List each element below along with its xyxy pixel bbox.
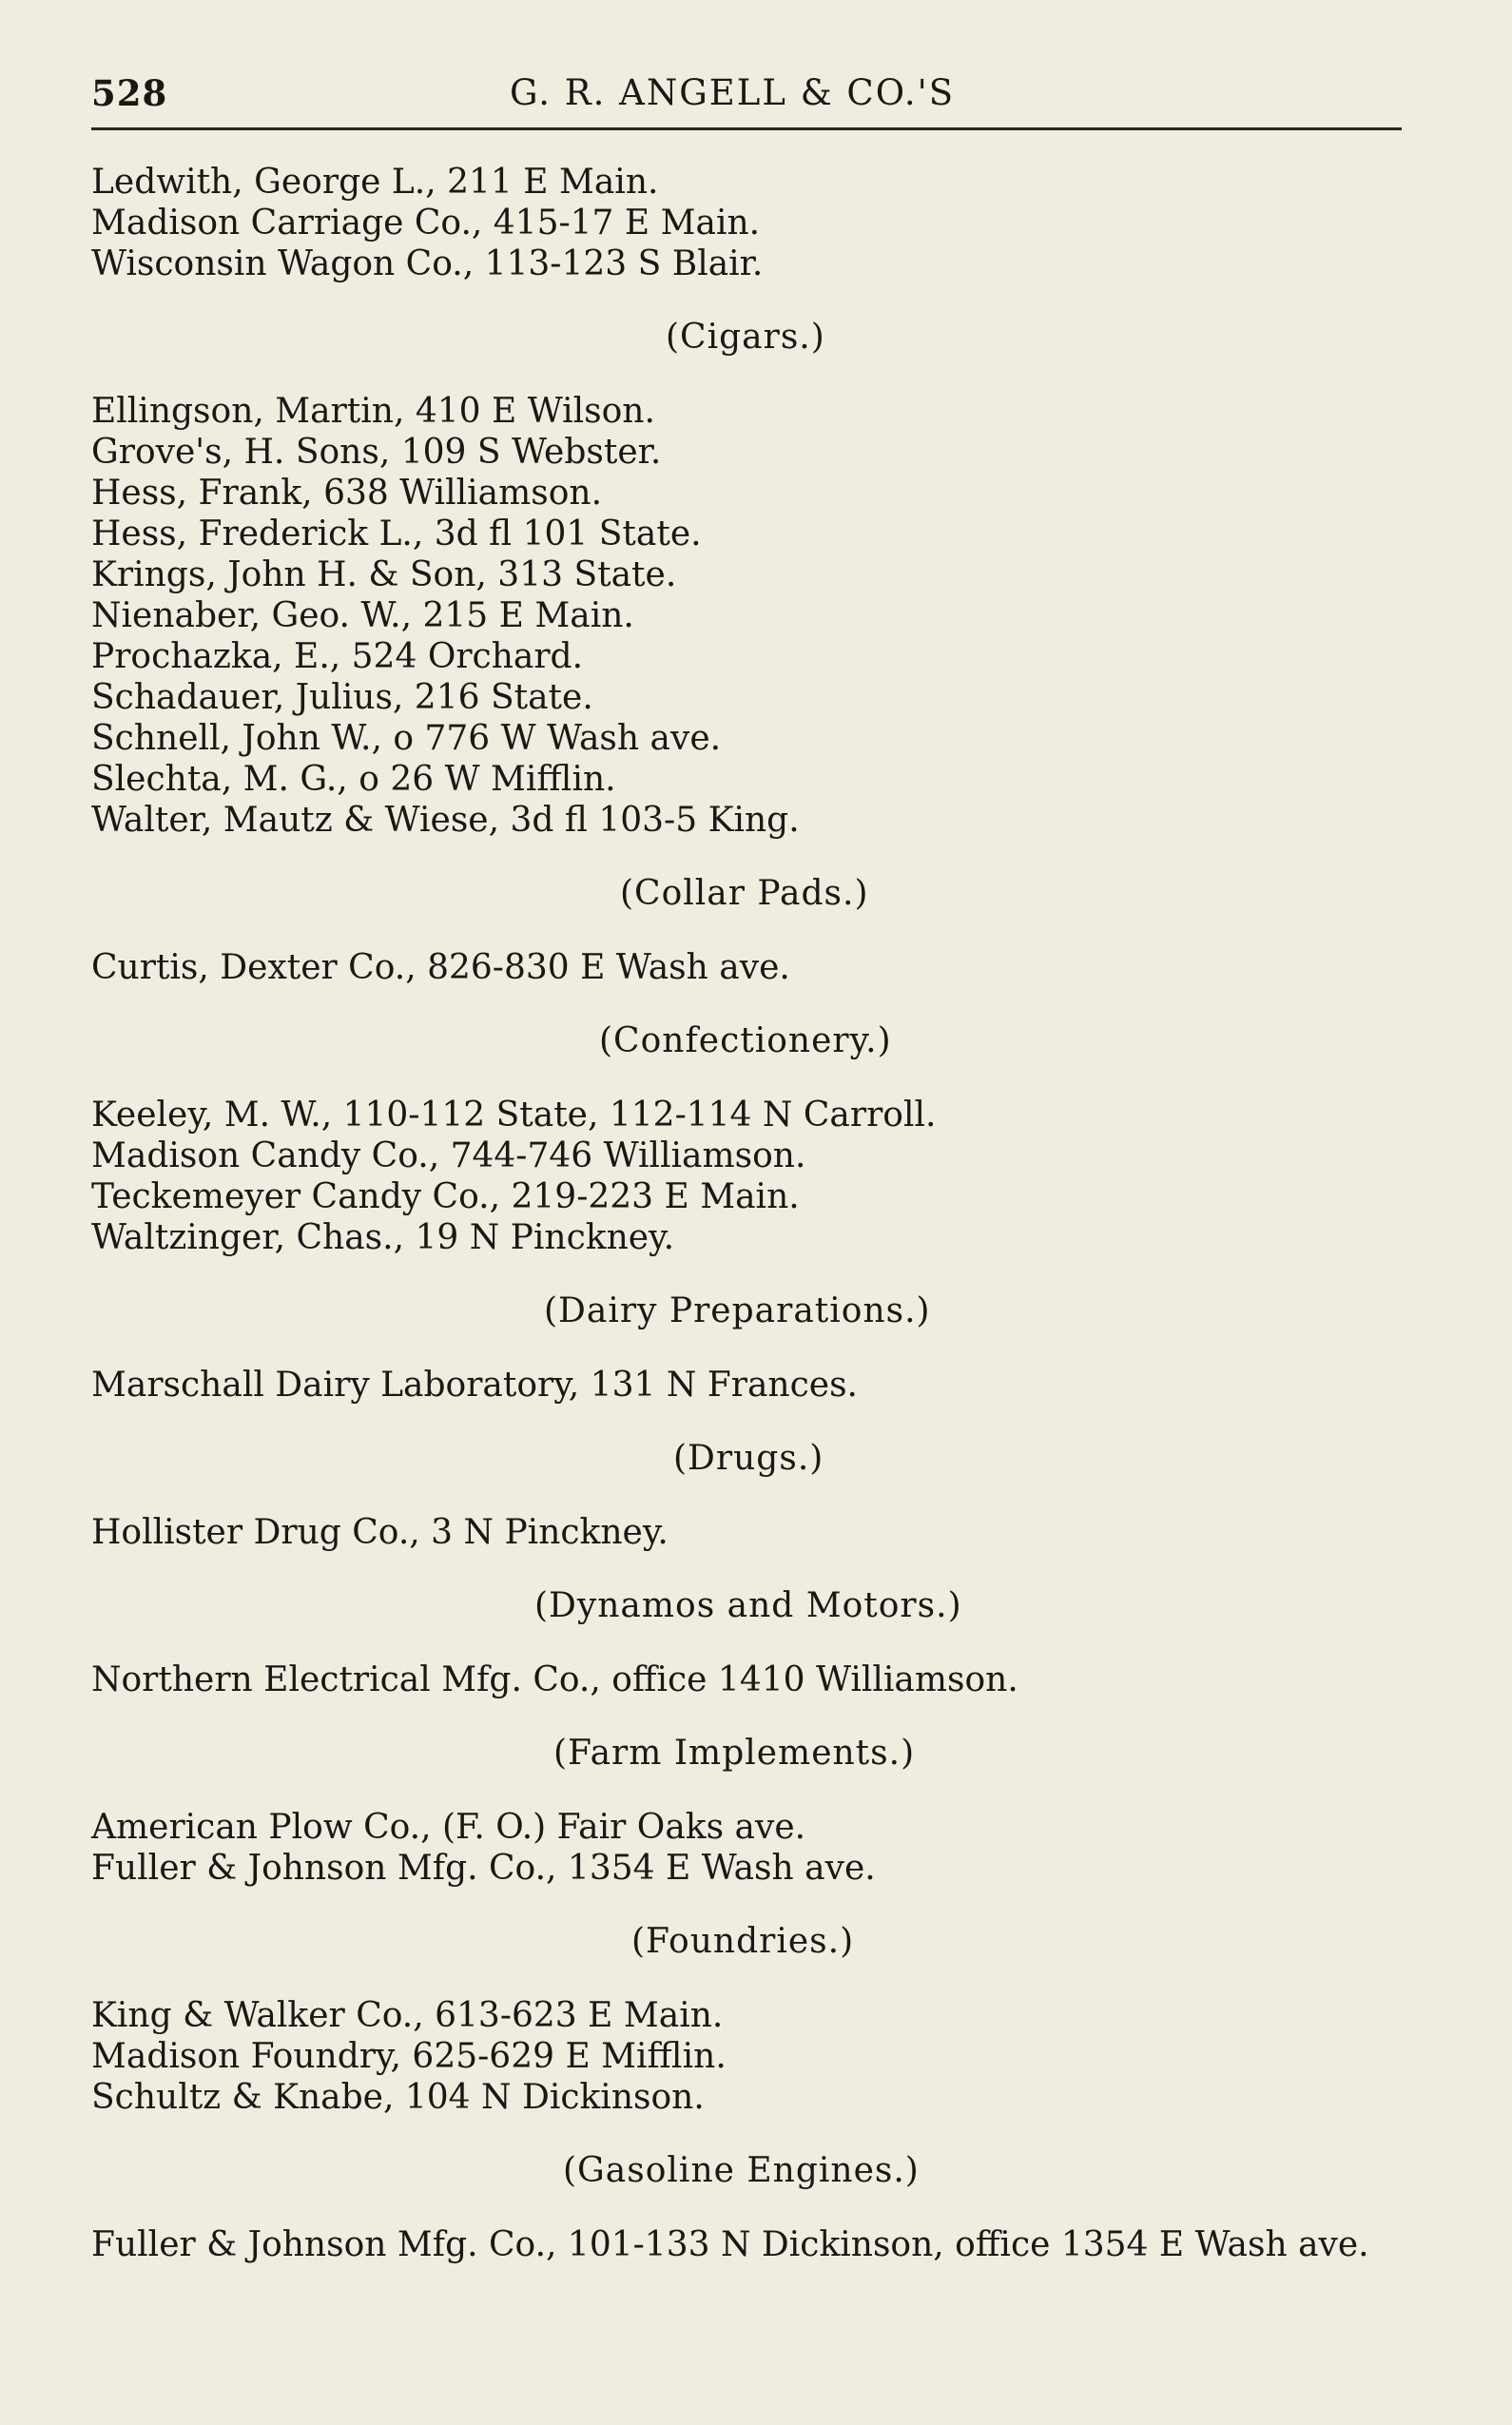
listing-entry: Nienaber, Geo. W., 215 E Main. <box>91 596 634 635</box>
listing-entry: Grove's, H. Sons, 109 S Webster. <box>91 433 662 472</box>
listing-group-confectionery <box>91 1095 1404 1258</box>
listing-entry: Teckemeyer Candy Co., 219-223 E Main. <box>91 1177 800 1216</box>
listing-entry: Schnell, John W., o 776 W Wash ave. <box>91 719 722 758</box>
section-heading-cigars: (Cigars.) <box>666 318 825 357</box>
listing-group-collar-pads <box>91 947 1404 988</box>
page-number: 528 <box>91 72 168 114</box>
listing-entry <box>91 2224 1404 2265</box>
section-heading-dynamos-and-motors: (Dynamos and Motors.) <box>534 1586 962 1625</box>
listing-group-farm-implements <box>91 1807 1404 1889</box>
listing-entry: Schultz & Knabe, 104 N Dickinson. <box>91 2078 705 2117</box>
listing-group-dairy-preparations <box>91 1365 1404 1406</box>
listing-entry: Schadauer, Julius, 216 State. <box>91 678 593 717</box>
listing-entry: Marschall Dairy Laboratory, 131 N Frances. <box>91 1366 858 1405</box>
listing-group-drugs <box>91 1512 1404 1553</box>
listing-entry-line: Fuller & Johnson Mfg. Co., 101-133 N Dickinson, office 1354 E Wash ave. <box>91 2225 1369 2264</box>
listing-entry: Madison Foundry, 625-629 E Mifflin. <box>91 2037 727 2076</box>
listing-entry: American Plow Co., (F. O.) Fair Oaks ave. <box>91 1808 806 1847</box>
running-head: G. R. ANGELL & CO.'S <box>510 72 956 113</box>
section-heading-confectionery: (Confectionery.) <box>599 1021 892 1060</box>
listing-entry: Prochazka, E., 524 Orchard. <box>91 637 584 676</box>
listing-group-dynamos-and-motors <box>91 1659 1404 1700</box>
listing-entry: Northern Electrical Mfg. Co., office 1410 Williamson. <box>91 1660 1018 1699</box>
section-heading-collar-pads: (Collar Pads.) <box>620 874 869 913</box>
listing-entry: Hess, Frederick L., 3d fl 101 State. <box>91 514 702 553</box>
listing-entry: Madison Carriage Co., 415-17 E Main. <box>91 204 761 242</box>
section-heading-dairy-preparations: (Dairy Preparations.) <box>544 1291 931 1330</box>
directory-listing <box>91 162 1404 2265</box>
listing-entry: Walter, Mautz & Wiese, 3d fl 103-5 King. <box>91 801 800 840</box>
listing-group-gasoline-engines <box>91 2224 1404 2265</box>
listing-group-wagons <box>91 162 1404 284</box>
section-heading-drugs: (Drugs.) <box>673 1439 824 1478</box>
header-rule <box>91 127 1402 130</box>
listing-entry: Fuller & Johnson Mfg. Co., 1354 E Wash ave. <box>91 1849 876 1888</box>
section-heading-gasoline-engines: (Gasoline Engines.) <box>563 2151 920 2190</box>
listing-entry: Waltzinger, Chas., 19 N Pinckney. <box>91 1218 675 1257</box>
section-heading-foundries: (Foundries.) <box>631 1922 855 1961</box>
listing-entry: King & Walker Co., 613-623 E Main. <box>91 1996 724 2035</box>
section-heading-farm-implements: (Farm Implements.) <box>553 1734 916 1773</box>
listing-group-foundries <box>91 1995 1404 2118</box>
listing-entry: Hollister Drug Co., 3 N Pinckney. <box>91 1513 669 1552</box>
listing-entry: Ellingson, Martin, 410 E Wilson. <box>91 392 655 431</box>
listing-entry: Madison Candy Co., 744-746 Williamson. <box>91 1136 806 1175</box>
page-header <box>91 72 1404 120</box>
listing-entry: Slechta, M. G., o 26 W Mifflin. <box>91 760 616 799</box>
listing-entry: Wisconsin Wagon Co., 113-123 S Blair. <box>91 244 764 283</box>
listing-entry: Keeley, M. W., 110-112 State, 112-114 N Carroll. <box>91 1096 937 1135</box>
listing-group-cigars <box>91 391 1404 841</box>
listing-entry: Krings, John H. & Son, 313 State. <box>91 555 677 594</box>
listing-entry: Ledwith, George L., 211 E Main. <box>91 163 659 202</box>
listing-entry: Curtis, Dexter Co., 826-830 E Wash ave. <box>91 948 790 987</box>
listing-entry: Hess, Frank, 638 Williamson. <box>91 474 603 513</box>
